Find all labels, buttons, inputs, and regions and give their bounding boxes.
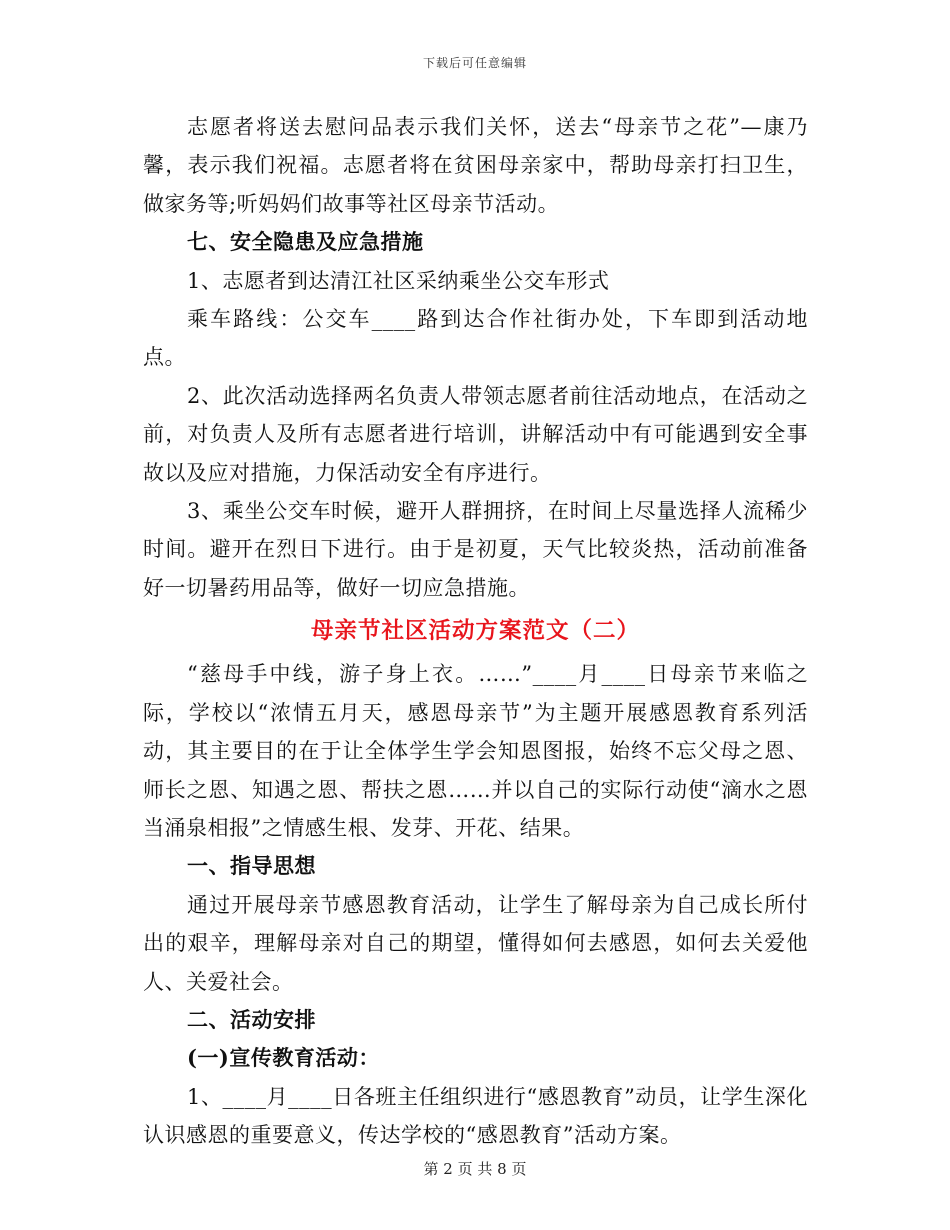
page-footer: 第 2 页 共 8 页 [423,1160,527,1178]
section-heading-safety: 七、安全隐患及应急措施 [187,229,424,255]
paragraph-precautions: 3、乘坐公交车时候，避开人群拥挤，在时间上尽量选择人流稀少时间。避开在烈日下进行。由于是初夏，天气比较炎热，活动前准备好一切暑药用品等，做好一切应急措施。 [143,499,808,600]
paragraph-bus-route: 乘车路线：公交车____路到达合作社街办处，下车即到活动地点。 [143,307,808,370]
subsection-heading-publicity: (一)宣传教育活动： [187,1045,380,1071]
paragraph-training: 2、此次活动选择两名负责人带领志愿者前往活动地点，在活动之前，对负责人及所有志愿者进行培训，讲解活动中有可能遇到安全事故以及应对措施，力保活动安全有序进行。 [143,383,808,485]
paragraph-gifts: 志愿者将送去慰问品表示我们关怀，送去“母亲节之花”—康乃馨，表示我们祝福。志愿者将在贫困母亲家中，帮助母亲打扫卫生，做家务等;听妈妈们故事等社区母亲节活动。 [143,115,808,216]
paragraph-mobilization: 1、____月____日各班主任组织进行“感恩教育”动员，让学生深化认识感恩的重要意义，传达学校的“感恩教育”活动方案。 [143,1084,808,1148]
paragraph-guiding-idea: 通过开展母亲节感恩教育活动，让学生了解母亲为自己成长所付出的艰辛，理解母亲对自己的期望，懂得如何去感恩，如何去关爱他人、关爱社会。 [143,892,808,994]
section-heading-guiding-idea: 一、指导思想 [187,853,316,879]
paragraph-transport: 1、志愿者到达清江社区采纳乘坐公交车形式 [187,268,610,293]
section-heading-arrangement: 二、活动安排 [187,1006,316,1032]
document-body [143,108,808,1155]
paragraph-intro: “慈母手中线，游子身上衣。……”____月____日母亲节来临之际，学校以“浓情五月天，感恩母亲节”为主题开展感恩教育系列活动，其主要目的在于让全体学生学会知恩图报，始终不忘父母之恩、师长之恩、知遇之恩、帮扶之恩……并以自己的实际行动使“滴水之恩当涌泉相报”之情感生根、发芽、开花、结果。 [143,662,808,840]
document-title-part-two: 母亲节社区活动方案范文（二） [310,618,640,645]
page-header: 下载后可任意编辑 [422,56,527,70]
